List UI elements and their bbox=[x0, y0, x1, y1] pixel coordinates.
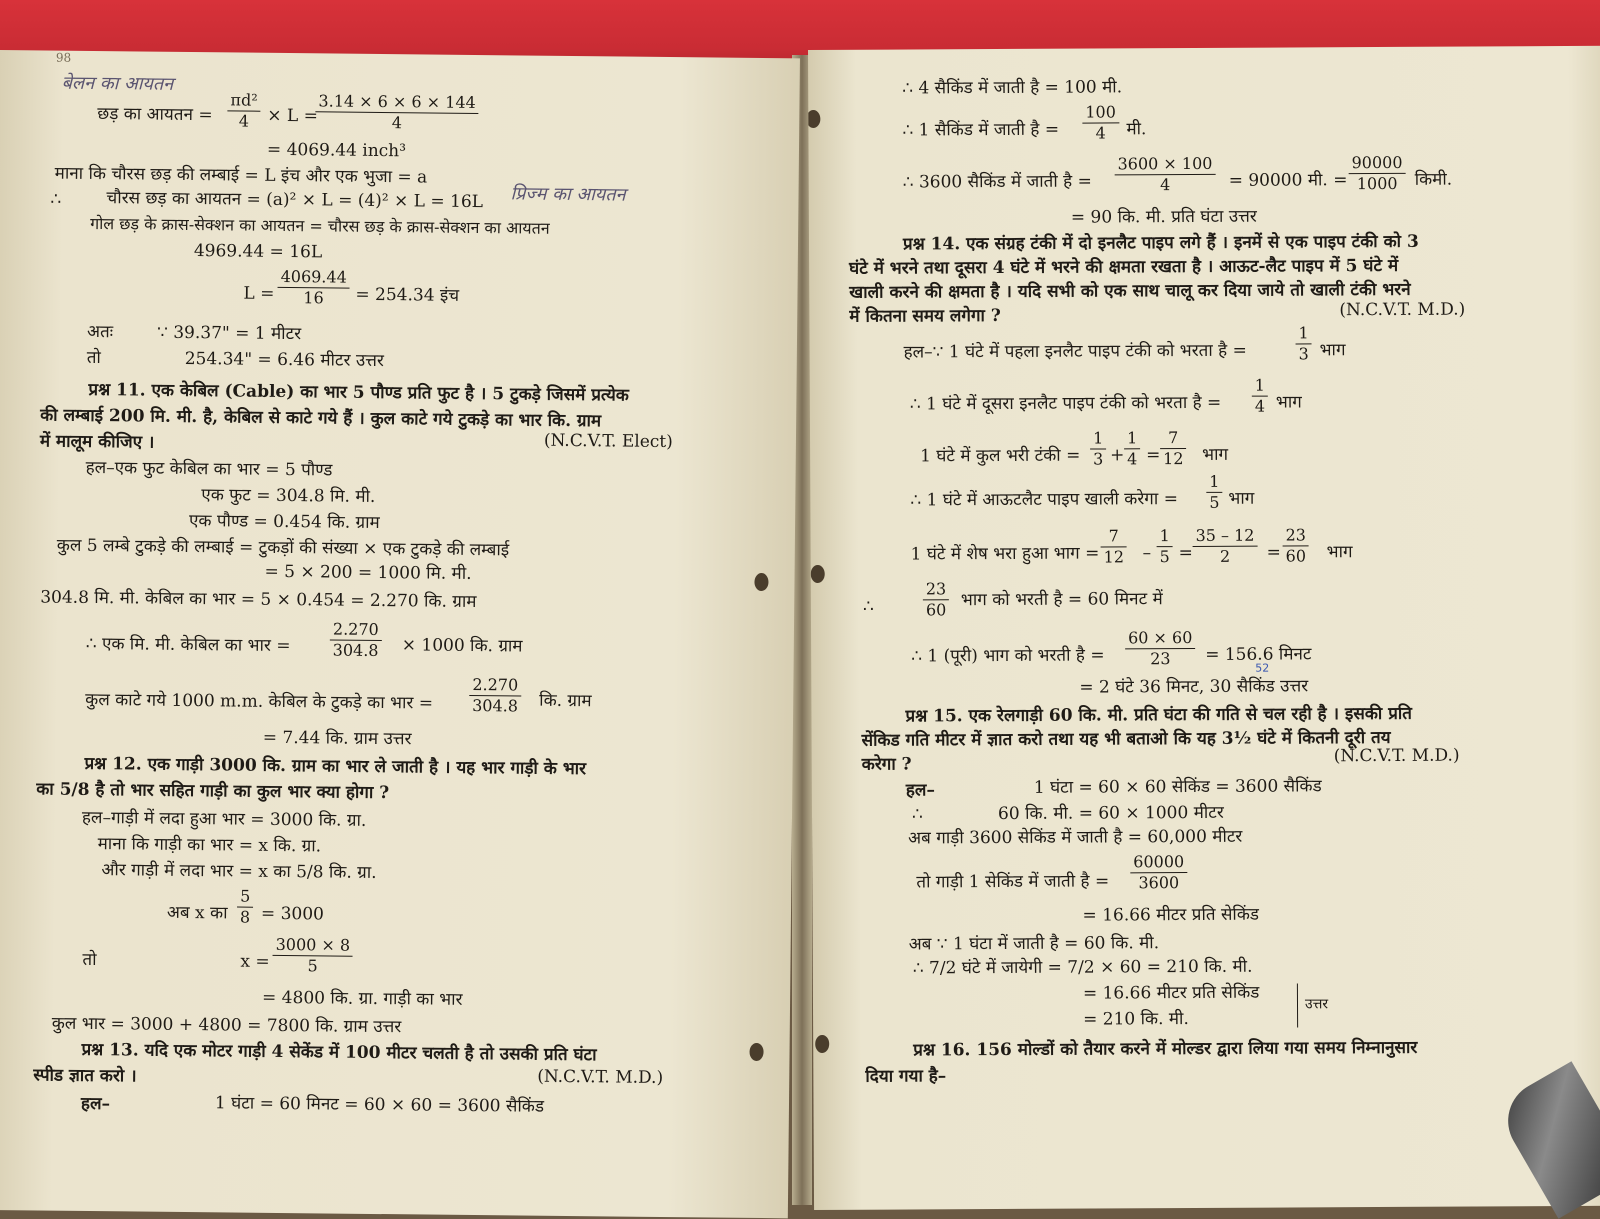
question-heading: प्रश्न 13. यदि एक मोटर गाड़ी 4 सेकेंड में 100 मीटर चलती है तो उसकी प्रति घंटा bbox=[81, 1039, 597, 1066]
text-line: तो गाड़ी 1 सेकिंड में जाती है = bbox=[916, 871, 1110, 893]
fraction bbox=[1124, 428, 1140, 469]
numerator: 1 bbox=[1156, 526, 1172, 547]
text-line: 1 घंटा = 60 × 60 सेकिंड = 3600 सैकिंड bbox=[1033, 776, 1322, 798]
numerator: 23 bbox=[923, 579, 949, 600]
text-line: = 210 कि. मी. bbox=[1083, 1009, 1189, 1030]
denominator: 1000 bbox=[1356, 173, 1398, 194]
text-line: अब x का bbox=[166, 902, 228, 924]
denominator: 60 bbox=[925, 600, 947, 620]
denominator: 23 bbox=[1150, 649, 1171, 669]
text-line: मी. bbox=[1126, 119, 1147, 140]
text-line: कुल 5 लम्बे टुकड़े की लम्बाई = टुकड़ों की संख्या × एक टुकड़े की लम्बाई bbox=[56, 535, 510, 561]
fraction bbox=[1282, 525, 1309, 566]
text-line: = 4800 कि. ग्रा. गाड़ी का भार bbox=[261, 987, 463, 1010]
text-line: हल–एक फुट केबिल का भार = 5 पौण्ड bbox=[85, 457, 333, 481]
question-text: सेंकिड गति मीटर में ज्ञात करो तथा यह भी बताओ कि यह 3½ घंटे में कितनी दूरी तय bbox=[861, 727, 1391, 751]
question-heading: प्रश्न 16. 156 मोल्डों को तैयार करने में मोल्डर द्वारा लिया गया समय निम्नानुसार bbox=[913, 1037, 1418, 1061]
denominator: 5 bbox=[1159, 547, 1170, 567]
text-line: = 90000 मी. = bbox=[1228, 170, 1348, 191]
exam-reference: (N.C.V.T. M.D.) bbox=[1339, 299, 1466, 321]
numerator: 2.270 bbox=[330, 619, 382, 641]
fraction bbox=[1100, 526, 1127, 567]
denominator: 304.8 bbox=[472, 695, 519, 716]
fraction bbox=[1082, 102, 1119, 143]
handwritten-note: 52 bbox=[1255, 661, 1270, 675]
text-line: 304.8 मि. मी. केबिल का भार = 5 × 0.454 = 2.270 कि. ग्राम bbox=[40, 587, 477, 613]
numerator: 1 bbox=[1295, 323, 1311, 344]
operator: = bbox=[1266, 542, 1281, 563]
question-text: घंटे में भरने तथा दूसरा 4 घंटे में भरने की क्षमता रखता है । आऊट-लैट पाइप में 5 घंटे में bbox=[849, 255, 1399, 279]
question-heading: प्रश्न 12. एक गाड़ी 3000 कि. ग्राम का भार ले जाती है । यह भार गाड़ी के भार bbox=[84, 753, 587, 780]
fraction bbox=[227, 90, 261, 131]
text-line: हल– bbox=[905, 780, 935, 801]
text-line: ∴ 1 घंटे में आऊटलैट पाइप खाली करेगा = bbox=[910, 489, 1178, 511]
binding-hole bbox=[754, 573, 768, 591]
text-line: ∴ 1 (पूरी) भाग को भरती है = bbox=[911, 645, 1105, 667]
text-line: × 1000 कि. ग्राम bbox=[401, 635, 523, 657]
fraction bbox=[1160, 428, 1187, 469]
answer-label: उत्तर bbox=[1304, 996, 1329, 1013]
text-line: हल–∵ 1 घंटे में पहला इनलैट पाइप टंकी को भरता है = bbox=[903, 340, 1247, 363]
numerator: 3000 × 8 bbox=[273, 935, 354, 957]
question-text: की लम्बाई 200 मि. मी. है, केबिल से काटे गये हैं । कुल काटे गये टुकड़े का भार कि. ग्राम bbox=[40, 405, 602, 432]
operator: = bbox=[1178, 542, 1193, 564]
text-line: = 90 कि. मी. प्रति घंटा उत्तर bbox=[1070, 206, 1257, 228]
denominator: 4 bbox=[1159, 175, 1171, 195]
text-line: 254.34" = 6.46 मीटर उत्तर bbox=[184, 348, 384, 372]
denominator: 4 bbox=[238, 111, 250, 131]
question-text: में मालूम कीजिए । bbox=[39, 431, 155, 453]
fraction bbox=[1125, 628, 1196, 669]
fraction bbox=[1130, 852, 1187, 893]
denominator: 8 bbox=[239, 907, 251, 927]
therefore-symbol: ∴ bbox=[50, 189, 62, 210]
text-line: 4969.44 = 16L bbox=[193, 241, 323, 263]
denominator: 12 bbox=[1163, 449, 1184, 469]
fraction bbox=[272, 935, 353, 977]
fraction bbox=[1349, 153, 1406, 194]
text-line: = 7.44 कि. ग्राम उत्तर bbox=[262, 727, 412, 750]
numerator: 23 bbox=[1282, 525, 1308, 546]
exam-reference: (N.C.V.T. M.D.) bbox=[1333, 745, 1460, 767]
fraction bbox=[1206, 472, 1222, 513]
numerator: 1 bbox=[1090, 428, 1106, 449]
text-line: = 16.66 मीटर प्रति सेकिंड bbox=[1082, 982, 1260, 1004]
left-page bbox=[0, 50, 800, 1218]
handwritten-annotation: बेलन का आयतन bbox=[61, 72, 174, 95]
text-line: ∴ 4 सैकिंड में जाती है = 100 मी. bbox=[902, 77, 1123, 99]
text-line: 1 घंटे में कुल भरी टंकी = bbox=[920, 445, 1081, 467]
text-line: कुल भार = 3000 + 4800 = 7800 कि. ग्राम उत्तर bbox=[51, 1013, 402, 1038]
fraction bbox=[923, 579, 950, 620]
text-line: भाग bbox=[1275, 392, 1302, 413]
text-line: और गाड़ी में लदा भार = x का 5/8 कि. ग्रा. bbox=[101, 860, 377, 883]
numerator: 60000 bbox=[1130, 852, 1187, 873]
question-heading: प्रश्न 14. एक संग्रह टंकी में दो इनलैट पाइप लगे हैं । इनमें से एक पाइप टंकी को 3 bbox=[902, 231, 1419, 255]
fraction bbox=[315, 91, 479, 134]
denominator: 3600 bbox=[1138, 873, 1180, 893]
denominator: 4 bbox=[1254, 396, 1266, 416]
denominator: 3 bbox=[1093, 449, 1104, 469]
fraction bbox=[277, 267, 350, 309]
fraction bbox=[1156, 526, 1172, 567]
text-line: तो bbox=[82, 949, 97, 971]
numerator: 1 bbox=[1206, 472, 1222, 493]
text-line: किमी. bbox=[1414, 169, 1453, 190]
fraction bbox=[330, 619, 382, 661]
binding-hole bbox=[815, 1035, 829, 1053]
text-line: × L = bbox=[267, 105, 319, 127]
therefore-symbol: ∴ bbox=[862, 596, 874, 617]
numerator: 3600 × 100 bbox=[1115, 154, 1216, 176]
text-line: ∴ एक मि. मी. केबिल का भार = bbox=[85, 633, 291, 657]
numerator: 35 – 12 bbox=[1192, 526, 1257, 547]
denominator: 4 bbox=[1127, 449, 1138, 469]
question-text: में कितना समय लगेगा ? bbox=[849, 305, 1001, 327]
fraction bbox=[1090, 428, 1106, 469]
question-text: स्पीड ज्ञात करो । bbox=[33, 1065, 137, 1087]
denominator: 304.8 bbox=[332, 640, 379, 660]
denominator: 12 bbox=[1103, 547, 1125, 567]
exam-reference: (N.C.V.T. M.D.) bbox=[537, 1066, 664, 1088]
numerator: 60 × 60 bbox=[1125, 628, 1195, 649]
denominator: 3 bbox=[1298, 344, 1309, 364]
fraction bbox=[1252, 376, 1268, 417]
numerator: 3.14 × 6 × 6 × 144 bbox=[315, 91, 478, 114]
fraction bbox=[237, 887, 254, 928]
question-text: का 5/8 है तो भार सहित गाड़ी का कुल भार क्या होगा ? bbox=[36, 779, 390, 804]
denominator: 5 bbox=[1209, 492, 1220, 512]
exam-reference: (N.C.V.T. Elect) bbox=[543, 430, 673, 453]
text-line: ∵ 39.37" = 1 मीटर bbox=[156, 322, 302, 345]
numerator: πd² bbox=[227, 90, 260, 111]
text-line: हल–गाड़ी में लदा हुआ भार = 3000 कि. ग्रा. bbox=[81, 807, 367, 831]
text-line: अतः bbox=[86, 321, 114, 343]
text-line: 1 घंटे में शेष भरा हुआ भाग = bbox=[910, 543, 1100, 565]
text-line: = 5 × 200 = 1000 मि. मी. bbox=[264, 561, 472, 584]
numerator: 1 bbox=[1124, 428, 1140, 449]
fraction bbox=[1192, 526, 1257, 567]
numerator: 5 bbox=[237, 887, 253, 908]
text-line: माना कि गाड़ी का भार = x कि. ग्रा. bbox=[97, 834, 322, 857]
binding-hole bbox=[811, 565, 825, 583]
text-line: भाग bbox=[1202, 444, 1229, 465]
numerator: 100 bbox=[1082, 102, 1119, 123]
text-line: कि. ग्राम bbox=[539, 690, 592, 712]
fraction bbox=[1295, 323, 1311, 364]
text-line: ∴ 7/2 घंटे में जायेगी = 7/2 × 60 = 210 कि. मी. bbox=[912, 956, 1253, 979]
operator: – bbox=[1142, 543, 1152, 564]
text-line: चौरस छड़ का आयतन = (a)² × L = (4)² × L = 16L bbox=[106, 188, 484, 213]
bracket bbox=[1291, 983, 1298, 1027]
text-line: एक फुट = 304.8 मि. मी. bbox=[201, 485, 376, 507]
text-line: 60 कि. मी. = 60 × 1000 मीटर bbox=[997, 802, 1224, 825]
text-line: = 3000 bbox=[260, 903, 324, 925]
numerator: 1 bbox=[1252, 376, 1268, 397]
question-text: करेगा ? bbox=[861, 754, 912, 775]
text-line: L = bbox=[243, 283, 275, 304]
text-line: अब गाड़ी 3600 सेकिंड में जाती है = 60,000 मीटर bbox=[908, 826, 1243, 849]
fraction bbox=[1115, 154, 1216, 196]
operator: + bbox=[1110, 445, 1125, 466]
text-line: = 156.6 मिनट bbox=[1205, 644, 1312, 665]
text-line: भाग bbox=[1228, 488, 1255, 509]
text-line: हल– bbox=[80, 1093, 111, 1115]
text-line: तो bbox=[86, 347, 101, 369]
question-text: खाली करने की क्षमता है । यदि सभी को एक साथ चालू कर दिया जाये तो खाली टंकी भरने bbox=[849, 279, 1411, 303]
page-number: 98 bbox=[55, 50, 72, 65]
text-line: = 254.34 इंच bbox=[355, 284, 460, 306]
fraction bbox=[469, 675, 521, 717]
text-line: भाग bbox=[1319, 340, 1346, 361]
text-line: एक पौण्ड = 0.454 कि. ग्राम bbox=[188, 511, 380, 534]
binding-hole bbox=[808, 110, 820, 128]
text-line: अब ∵ 1 घंटा में जाती है = 60 कि. मी. bbox=[908, 933, 1160, 955]
numerator: 90000 bbox=[1349, 153, 1406, 174]
binding-hole bbox=[749, 1043, 763, 1061]
numerator: 7 bbox=[1100, 526, 1126, 547]
text-line: = 2 घंटे 36 मिनट, 30 सैकिंड उत्तर bbox=[1079, 676, 1309, 698]
text-line: भाग को भरती है = 60 मिनट में bbox=[960, 589, 1163, 611]
operator: = bbox=[1146, 445, 1161, 466]
numerator: 2.270 bbox=[469, 675, 521, 697]
text-line: गोल छड़ के क्रास-सेक्शन का आयतन = चौरस छड़ के क्रास-सेक्शन का आयतन bbox=[90, 213, 550, 238]
text-line: = 16.66 मीटर प्रति सेकिंड bbox=[1082, 904, 1260, 926]
denominator: 4 bbox=[391, 113, 403, 133]
numerator: 4069.44 bbox=[278, 267, 350, 289]
text-line: कुल काटे गये 1000 m.m. केबिल के टुकड़े का भार = bbox=[85, 689, 434, 714]
therefore-symbol: ∴ bbox=[911, 804, 923, 825]
text-line: x = bbox=[240, 951, 270, 972]
text-line: ∴ 1 सैकिंड में जाती है = bbox=[902, 119, 1060, 141]
text-line: माना कि चौरस छड़ की लम्बाई = L इंच और एक भुजा = a bbox=[54, 163, 428, 188]
text-line: = 4069.44 inch³ bbox=[266, 139, 407, 162]
text-line: छड़ का आयतन = bbox=[97, 104, 213, 126]
text-line: भाग bbox=[1326, 542, 1353, 563]
numerator: 7 bbox=[1160, 428, 1186, 449]
text-line: ∴ 1 घंटे में दूसरा इनलैट पाइप टंकी को भरता है = bbox=[909, 392, 1222, 415]
question-heading: प्रश्न 15. एक रेलगाड़ी 60 कि. मी. प्रति घंटा की गति से चल रही है । इसकी प्रति bbox=[905, 703, 1412, 727]
text-line: ∴ 3600 सैकिंड में जाती है = bbox=[902, 171, 1092, 193]
denominator: 16 bbox=[303, 288, 324, 308]
denominator: 2 bbox=[1219, 546, 1231, 566]
question-text: दिया गया है– bbox=[865, 1066, 947, 1087]
text-line: 1 घंटा = 60 मिनट = 60 × 60 = 3600 सैकिंड bbox=[214, 1093, 545, 1117]
handwritten-annotation: प्रिज्म का आयतन bbox=[510, 183, 626, 206]
denominator: 60 bbox=[1285, 546, 1307, 566]
question-heading: प्रश्न 11. एक केबिल (Cable) का भार 5 पौण्ड प्रति फुट है । 5 टुकड़े जिसमें प्रत्येक bbox=[88, 379, 629, 406]
denominator: 5 bbox=[307, 956, 318, 976]
right-page bbox=[808, 46, 1600, 1210]
denominator: 4 bbox=[1095, 123, 1106, 143]
